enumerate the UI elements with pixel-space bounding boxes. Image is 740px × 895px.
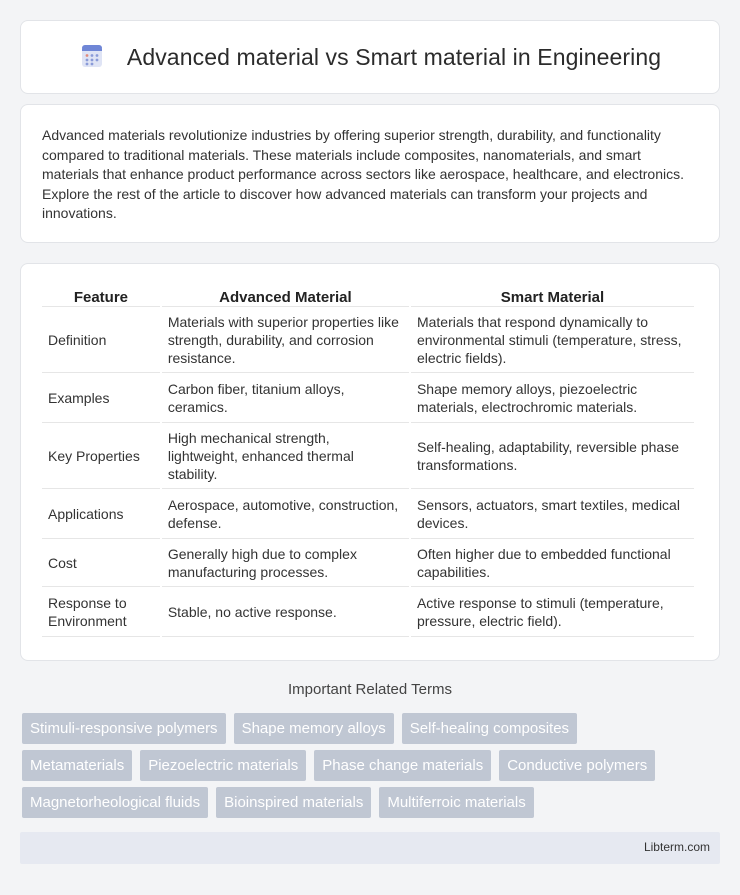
smart-cell: Active response to stimuli (temperature, pressure, electric field). bbox=[411, 587, 694, 637]
smart-cell: Materials that respond dynamically to environmental stimuli (temperature, stress, electric fields). bbox=[411, 307, 694, 373]
table-row bbox=[42, 489, 694, 539]
table-row bbox=[42, 539, 694, 587]
related-term-tag[interactable]: Magnetorheological fluids bbox=[22, 787, 208, 818]
related-term-tag[interactable]: Metamaterials bbox=[22, 750, 132, 781]
table-row bbox=[42, 587, 694, 637]
column-header-smart: Smart Material bbox=[411, 285, 694, 307]
smart-cell: Shape memory alloys, piezoelectric materials, electrochromic materials. bbox=[411, 373, 694, 423]
related-term-tag[interactable]: Multiferroic materials bbox=[379, 787, 533, 818]
related-terms-title: Important Related Terms bbox=[288, 681, 452, 698]
advanced-cell: Materials with superior properties like strength, durability, and corrosion resistance. bbox=[162, 307, 409, 373]
smart-cell: Sensors, actuators, smart textiles, medical devices. bbox=[411, 489, 694, 539]
related-term-tag[interactable]: Phase change materials bbox=[314, 750, 491, 781]
related-term-tag[interactable]: Conductive polymers bbox=[499, 750, 655, 781]
related-term-tag[interactable]: Bioinspired materials bbox=[216, 787, 371, 818]
table-row bbox=[42, 423, 694, 489]
document-icon bbox=[79, 43, 105, 69]
column-header-feature: Feature bbox=[42, 285, 160, 307]
intro-paragraph: Advanced materials revolutionize industries by offering superior strength, durability, and functionality compared to traditional materials. These materials include composites, nanomaterials, and smart materials that enhance product performance across sectors like aerospace, healthcare, and electronics. Explore the rest of the article to discover how advanced materials can transform your projects and innovations. bbox=[42, 127, 685, 222]
advanced-cell: Carbon fiber, titanium alloys, ceramics. bbox=[162, 373, 409, 423]
feature-cell: Key Properties bbox=[42, 423, 160, 489]
table-header-row bbox=[42, 285, 694, 307]
smart-cell: Often higher due to embedded functional capabilities. bbox=[411, 539, 694, 587]
feature-cell: Applications bbox=[42, 489, 160, 539]
related-terms-list bbox=[22, 713, 722, 824]
page-title: Advanced material vs Smart material in Engineering bbox=[126, 43, 662, 70]
comparison-table bbox=[40, 285, 696, 637]
footer bbox=[20, 832, 720, 864]
header-card bbox=[20, 20, 720, 94]
feature-cell: Definition bbox=[42, 307, 160, 373]
footer-site-link[interactable]: Libterm.com bbox=[643, 840, 710, 854]
intro-card bbox=[20, 104, 720, 243]
table-row bbox=[42, 307, 694, 373]
advanced-cell: Aerospace, automotive, construction, defense. bbox=[162, 489, 409, 539]
advanced-cell: Stable, no active response. bbox=[162, 587, 409, 637]
related-term-tag[interactable]: Shape memory alloys bbox=[234, 713, 394, 744]
table-row bbox=[42, 373, 694, 423]
feature-cell: Examples bbox=[42, 373, 160, 423]
column-header-advanced: Advanced Material bbox=[162, 285, 409, 307]
feature-cell: Cost bbox=[42, 539, 160, 587]
advanced-cell: Generally high due to complex manufacturing processes. bbox=[162, 539, 409, 587]
tag-row bbox=[22, 787, 722, 818]
feature-cell: Response to Environment bbox=[42, 587, 160, 637]
advanced-cell: High mechanical strength, lightweight, enhanced thermal stability. bbox=[162, 423, 409, 489]
related-term-tag[interactable]: Stimuli-responsive polymers bbox=[22, 713, 226, 744]
comparison-table-card bbox=[20, 263, 720, 661]
smart-cell: Self-healing, adaptability, reversible phase transformations. bbox=[411, 423, 694, 489]
related-term-tag[interactable]: Self-healing composites bbox=[402, 713, 577, 744]
tag-row bbox=[22, 713, 722, 744]
tag-row bbox=[22, 750, 722, 781]
related-term-tag[interactable]: Piezoelectric materials bbox=[140, 750, 306, 781]
